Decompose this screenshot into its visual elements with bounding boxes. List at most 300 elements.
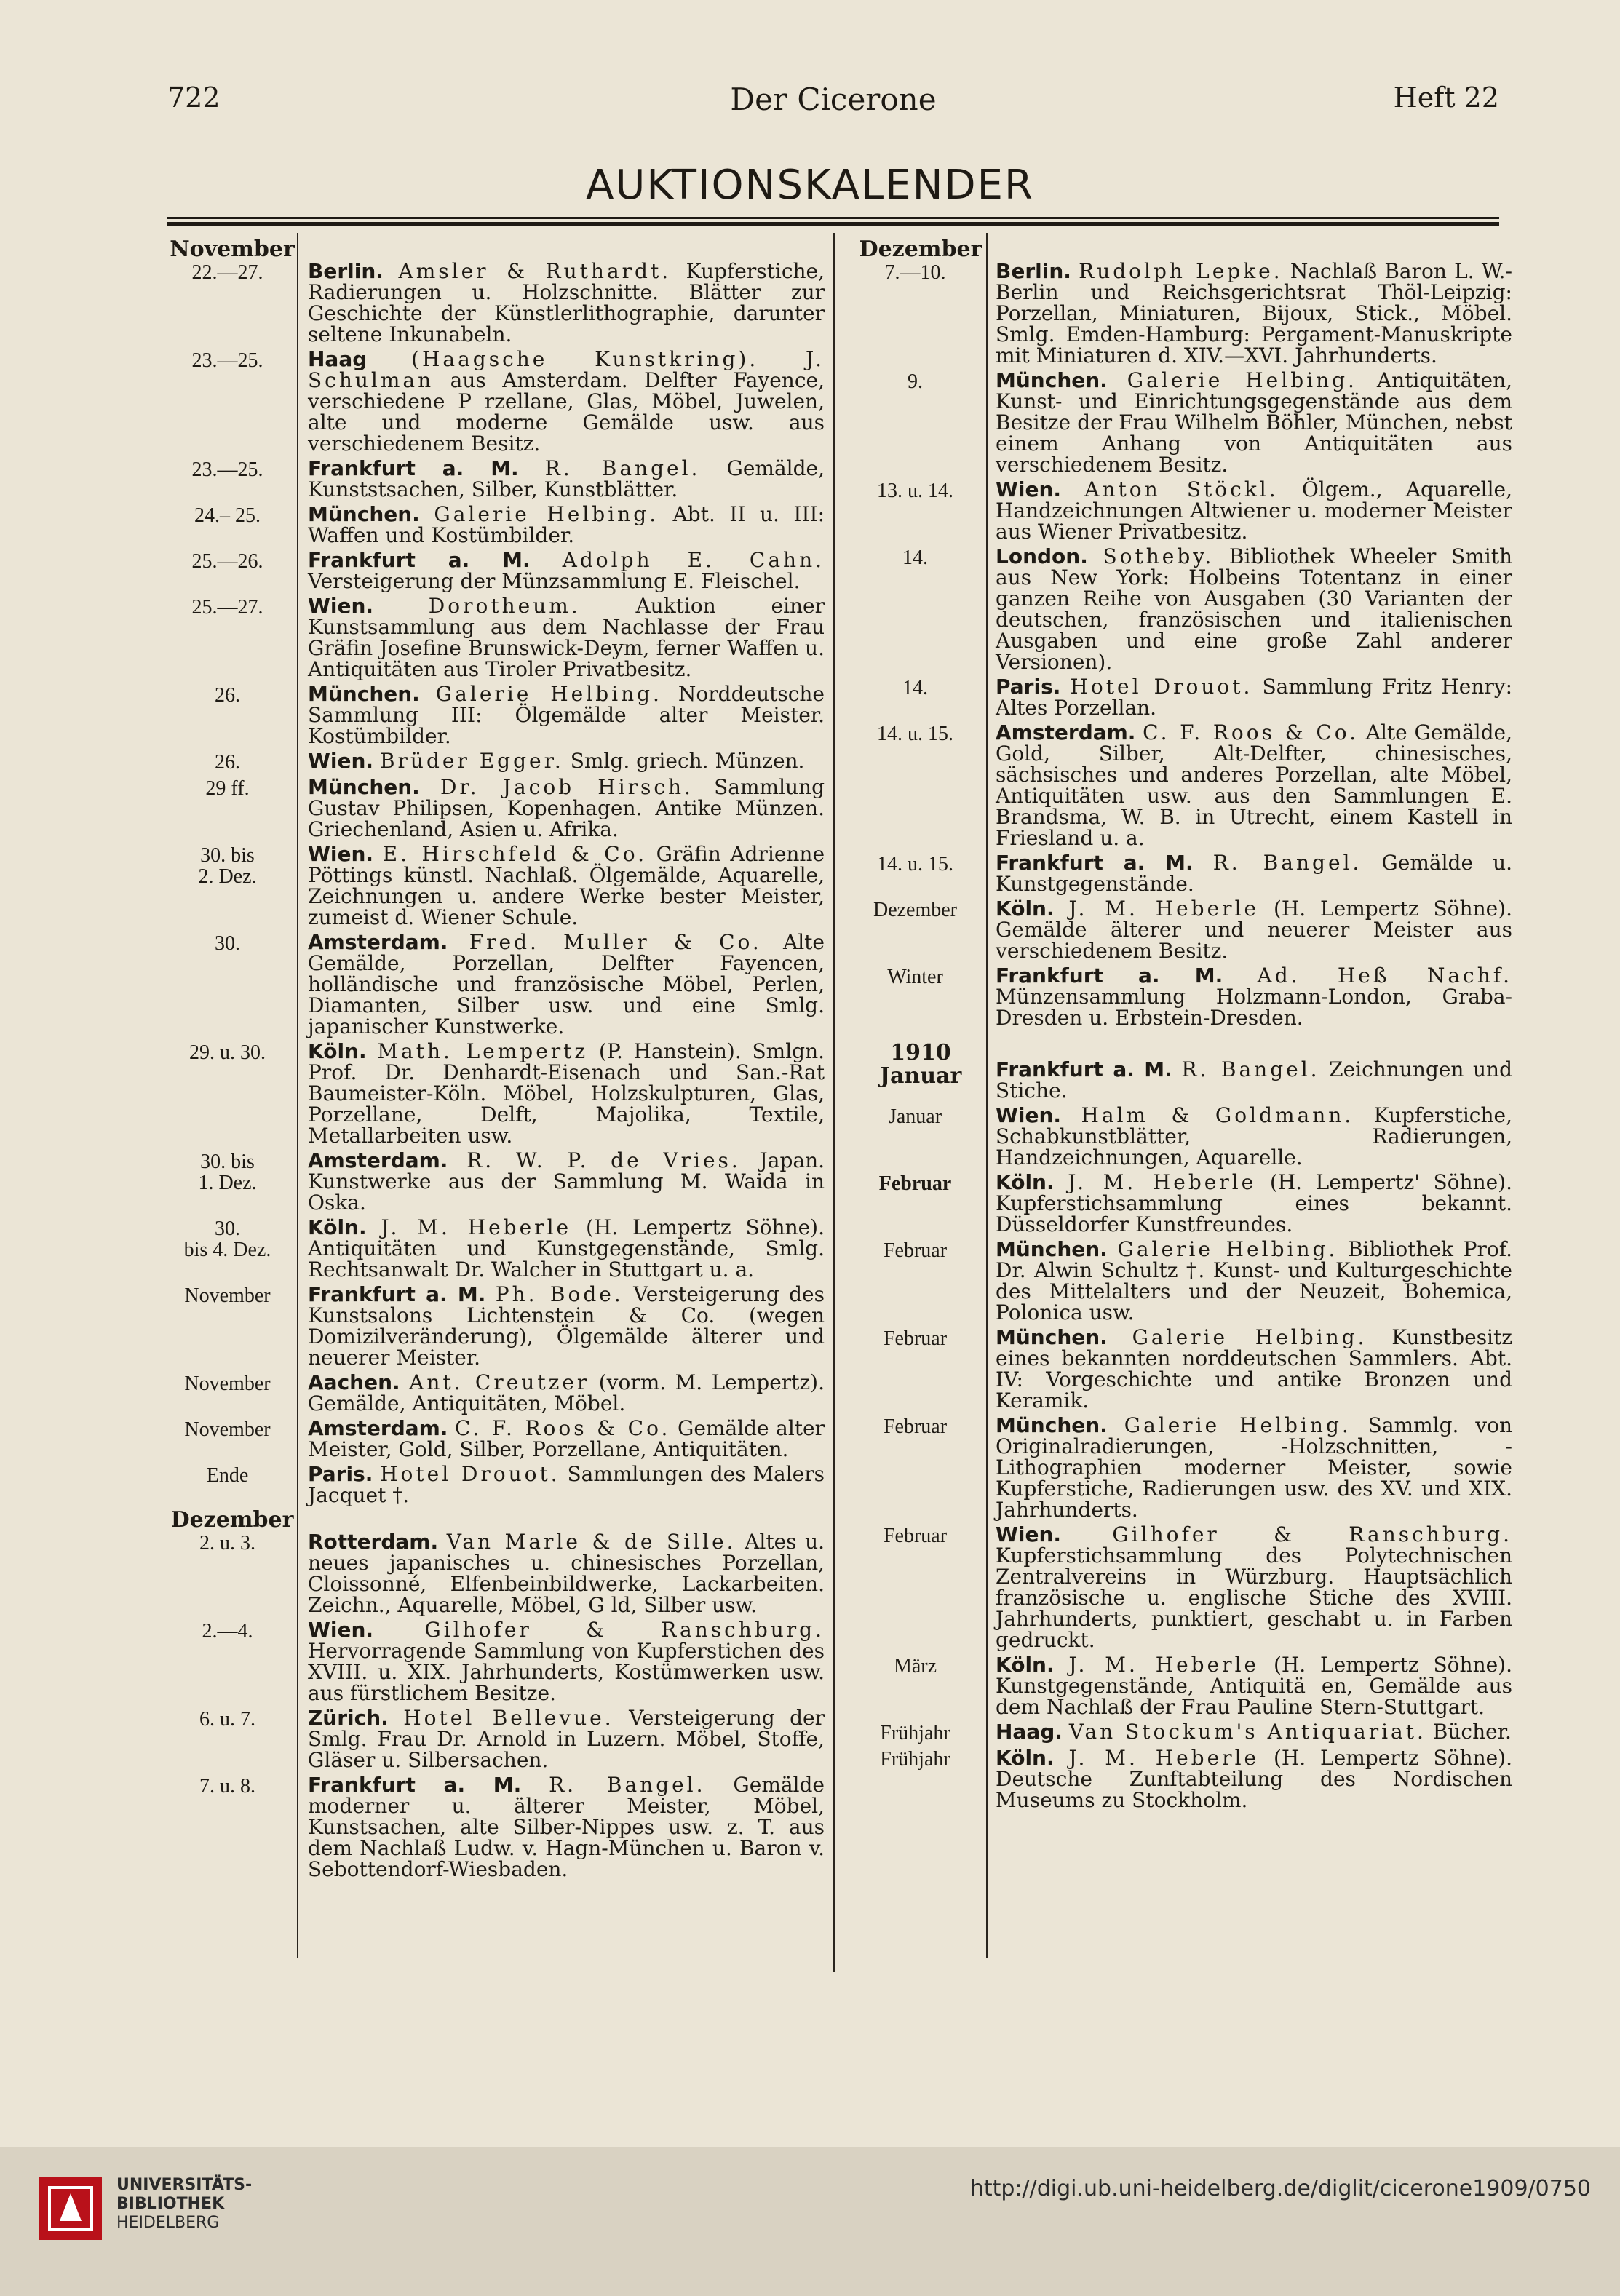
auction-lots: Altes u. neues japanisches u. chinesisches Porzellan, Cloissonné, Elfenbeinbildwerke, Lackarbeiten. Zeichn., Aquarelle, Möbel, G ld, Silber usw. xyxy=(308,1530,825,1617)
auction-lots: Smlg. griech. Münzen. xyxy=(570,749,805,773)
auction-house: Ad. Heß Nachf. xyxy=(1257,964,1513,988)
auction-date-line: 29. u. 30. xyxy=(189,1041,266,1064)
auction-date xyxy=(855,479,975,542)
auction-description xyxy=(287,843,825,928)
auction-date-line: 23.—25. xyxy=(191,349,263,372)
auction-house: Ph. Bode. xyxy=(495,1282,624,1306)
auction-city: Frankfurt a. M. xyxy=(996,964,1223,988)
auction-date xyxy=(855,898,975,961)
auction-entry xyxy=(167,349,830,454)
auction-description xyxy=(287,1707,825,1771)
auction-date-line: 23.—25. xyxy=(191,458,263,481)
auction-description xyxy=(287,1531,825,1616)
auction-entry xyxy=(167,776,830,840)
auction-house: J. M. Heberle xyxy=(1068,1746,1260,1770)
auction-lots: Gemälde, Kunststsachen, Silber, Kunstblätter. xyxy=(308,456,825,501)
auction-city: Köln. xyxy=(996,1746,1055,1770)
auction-city: Frankfurt a. M. xyxy=(308,456,519,480)
auction-city: Wien. xyxy=(996,477,1062,501)
auction-city: Amsterdam. xyxy=(308,1148,448,1172)
auction-date-line: 7.—10. xyxy=(884,261,946,284)
auction-description xyxy=(975,1415,1512,1520)
auction-lots: Hervorragende Sammlung von Kupferstichen des XVIII. u. XIX. Jahrhunderts, Kostümwerken usw. aus fürstlichem Besitze. xyxy=(308,1639,825,1705)
auction-date-line: November xyxy=(184,1284,271,1307)
auction-city: Berlin. xyxy=(996,259,1071,283)
year-month-label: Januar xyxy=(879,1063,962,1089)
auction-house: C. F. Roos & Co. xyxy=(455,1416,671,1440)
auction-date xyxy=(167,750,287,773)
auction-description xyxy=(975,1172,1512,1235)
issue-label: Heft 22 xyxy=(1393,82,1499,114)
auction-date xyxy=(167,843,287,928)
auction-lots: Gemälde u. Kunstgegenstände. xyxy=(996,851,1513,896)
auction-lots: Bibliothek Prof. Dr. Alwin Schultz †. Kunst- und Kulturgeschichte des Mittelalters und der Neuzeit, Bohemica, Polonica usw. xyxy=(996,1237,1513,1324)
auction-description xyxy=(975,1747,1512,1811)
auction-entry xyxy=(167,1463,830,1506)
auction-date xyxy=(167,504,287,546)
year-label: 1910 xyxy=(890,1040,951,1065)
auction-description xyxy=(975,479,1512,542)
auction-description xyxy=(975,965,1512,1028)
auction-house: Rudolph Lepke. xyxy=(1079,259,1283,283)
auction-lots: Bibliothek Wheeler Smith aus New York: Holbeins Totentanz in einer ganzen Reihe von Ausgaben (30 Varianten der deutschen, französischen und italienischen Ausgaben und eine große Zahl anderer Versionen). xyxy=(996,544,1513,674)
auction-date xyxy=(167,458,287,500)
section-title: AUKTIONSKALENDER xyxy=(586,162,1034,209)
auction-house: Galerie Helbing. xyxy=(435,682,662,706)
auction-description xyxy=(975,261,1512,366)
auction-house: Ant. Creutzer xyxy=(409,1370,590,1394)
auction-entry xyxy=(855,1059,1517,1101)
auction-city: Köln. xyxy=(996,1170,1055,1194)
auction-city: München. xyxy=(996,368,1108,392)
auction-house: J. M. Heberle xyxy=(1068,1170,1257,1194)
title-rule-thick xyxy=(167,222,1499,226)
auction-entry xyxy=(855,546,1517,672)
auction-description xyxy=(975,1239,1512,1323)
auction-house: Galerie Helbing. xyxy=(1132,1325,1367,1349)
auction-description xyxy=(975,546,1512,672)
auction-description xyxy=(287,776,825,840)
auction-house: Fred. Muller & Co. xyxy=(469,930,762,954)
auction-entry xyxy=(855,722,1517,849)
auction-date xyxy=(855,1747,975,1811)
auction-description xyxy=(975,1327,1512,1411)
auction-date xyxy=(167,931,287,1037)
auction-date xyxy=(855,370,975,475)
auction-city: Paris. xyxy=(996,675,1061,699)
auction-lots: Sammlung Fritz Henry: Altes Porzellan. xyxy=(996,675,1513,720)
auction-entry xyxy=(855,1415,1517,1520)
auction-lots: Gemälde alter Meister, Gold, Silber, Porzellane, Antiquitäten. xyxy=(308,1416,825,1461)
auction-entry xyxy=(855,1172,1517,1235)
auction-entry xyxy=(167,504,830,546)
auction-entry xyxy=(855,1327,1517,1411)
auction-date xyxy=(855,1172,975,1235)
auction-description xyxy=(287,683,825,747)
auction-entry xyxy=(855,479,1517,542)
auction-date-line: 30. xyxy=(215,1217,240,1240)
auction-date-line: Februar xyxy=(883,1239,948,1262)
auction-description xyxy=(975,722,1512,849)
auction-date-line: 6. u. 7. xyxy=(199,1708,255,1731)
auction-entry xyxy=(167,683,830,747)
auction-entry xyxy=(167,1707,830,1771)
auction-house: J. M. Heberle xyxy=(1068,897,1260,921)
auction-lots: Versteigerung der Münzsammlung E. Fleischel. xyxy=(308,569,801,593)
right-column xyxy=(855,233,1517,1958)
auction-entry xyxy=(167,458,830,500)
auction-description xyxy=(287,1150,825,1213)
auction-date xyxy=(855,722,975,849)
auction-date-line: März xyxy=(893,1655,937,1677)
auction-entry xyxy=(167,1531,830,1616)
auction-entry xyxy=(167,931,830,1037)
auction-city: Köln. xyxy=(996,897,1055,921)
auction-date-line: Dezember xyxy=(873,899,958,921)
auction-date xyxy=(855,1239,975,1323)
auction-lots: Ölgem., Aquarelle, Handzeichnungen Altwiener u. moderner Meister aus Wiener Privatbesitz. xyxy=(996,477,1512,544)
auction-date xyxy=(167,1463,287,1506)
auction-date xyxy=(167,1619,287,1704)
auction-house: C. F. Roos & Co. xyxy=(1143,720,1359,744)
month-heading: Dezember xyxy=(859,237,982,262)
auction-city: Köln. xyxy=(308,1039,367,1063)
auction-lots: Alte Gemälde, Porzellan, Delfter Fayencen, holländische und französische Möbel, Perlen, Diamanten, Silber usw. und eine Smlg. japanischer Kunstwerke. xyxy=(308,930,825,1038)
auction-date-line: 22.—27. xyxy=(191,261,263,284)
auction-city: Zürich. xyxy=(308,1706,389,1730)
auction-house: Brüder Egger. xyxy=(379,749,564,773)
auction-date-line: 2. Dez. xyxy=(198,865,257,888)
auction-description xyxy=(287,595,825,680)
auction-lots: Abt. II u. III: Waffen und Kostümbilder. xyxy=(308,502,825,547)
auction-entry xyxy=(167,1217,830,1280)
auction-house: Galerie Helbing. xyxy=(1117,1237,1338,1261)
auction-lots: Norddeutsche Sammlung III: Ölgemälde alter Meister. Kostümbilder. xyxy=(308,682,825,748)
auction-lots: Auktion einer Kunstsammlung aus dem Nachlasse der Frau Gräfin Josefine Brunswick-Deym, ferner Waffen u. Antiquitäten aus Tiroler Privatbesitz. xyxy=(308,594,825,681)
auction-lots: (H. Lempertz Söhne). Kunstgegenstände, Antiquitä en, Gemälde aus dem Nachlaß der Frau Pauline Stern-Stuttgart. xyxy=(996,1653,1512,1719)
auction-lots: Versteigerung der Smlg. Frau Dr. Arnold in Luzern. Möbel, Stoffe, Gläser u. Silbersachen. xyxy=(308,1706,825,1772)
auction-date-line: 26. xyxy=(215,751,240,774)
auction-date xyxy=(855,1105,975,1168)
month-heading: Dezember xyxy=(170,1507,294,1533)
auction-lots: Kupferstiche, Schabkunstblätter, Radierungen, Handzeichnungen, Aquarelle. xyxy=(996,1103,1512,1169)
auction-lots: Kunstbesitz eines bekannten norddeutschen Sammlers. Abt. IV: Vorgeschichte und antike Bronzen und Keramik. xyxy=(996,1325,1513,1413)
auction-date-line: 7. u. 8. xyxy=(199,1775,255,1798)
auction-city: London. xyxy=(996,544,1088,568)
auction-house: R. W. P. de Vries. xyxy=(466,1148,741,1172)
auction-lots: (vorm. M. Lempertz). Gemälde, Antiquitäten, Möbel. xyxy=(308,1370,825,1415)
auction-date xyxy=(167,595,287,680)
auction-date xyxy=(167,349,287,454)
auction-description xyxy=(975,1059,1512,1101)
auction-house: R. Bangel. xyxy=(544,456,701,480)
auction-date-line: 24.– 25. xyxy=(194,504,261,527)
auction-lots: Antiquitäten, Kunst- und Einrichtungsgegenstände aus dem Besitze der Frau Wilhelm Böhler, München, nebst einem Anhang von Antiquitäten aus verschiedenem Besitz. xyxy=(996,368,1512,477)
auction-house: Adolph E. Cahn. xyxy=(562,548,825,572)
auction-house: Halm & Goldmann. xyxy=(1081,1103,1354,1127)
auction-description xyxy=(975,370,1512,475)
column-divider xyxy=(833,233,835,1972)
auction-entry xyxy=(855,898,1517,961)
auction-description xyxy=(287,504,825,546)
page-number: 722 xyxy=(167,82,221,114)
auction-date-line: Februar xyxy=(878,1172,952,1195)
auction-city: München. xyxy=(996,1237,1108,1261)
auction-description xyxy=(287,349,825,454)
auction-city: Wien. xyxy=(996,1522,1062,1546)
auction-date-line: 25.—27. xyxy=(191,596,263,619)
auction-city: Frankfurt a. M. xyxy=(996,1057,1172,1081)
auction-city: Berlin. xyxy=(308,259,384,283)
auction-date xyxy=(167,1774,287,1880)
auction-date-line: Frühjahr xyxy=(880,1722,950,1744)
auction-entry xyxy=(855,370,1517,475)
auction-date xyxy=(855,1654,975,1717)
auction-lots: Japan. Kunstwerke aus der Sammlung M. Waida in Oska. xyxy=(308,1148,825,1215)
auction-entry xyxy=(855,1239,1517,1323)
auction-entry xyxy=(167,261,830,345)
auction-city: Aachen. xyxy=(308,1370,400,1394)
auction-date xyxy=(855,261,975,366)
logo-line: BIBLIOTHEK xyxy=(116,2195,225,2213)
auction-entry xyxy=(855,1747,1517,1811)
auction-house: R. Bangel. xyxy=(1181,1057,1320,1081)
auction-date xyxy=(855,965,975,1028)
auction-date xyxy=(855,676,975,718)
auction-entry xyxy=(167,549,830,592)
auction-date-line: Februar xyxy=(883,1327,948,1350)
auction-lots: aus Amsterdam. Delfter Fayence, verschiedene P rzellane, Glas, Möbel, Juwelen, alte und moderne Gemälde usw. aus verschiedenem Besitz. xyxy=(308,368,825,456)
logo-line: HEIDELBERG xyxy=(116,2214,220,2232)
auction-description xyxy=(287,458,825,500)
auction-house: Math. Lempertz xyxy=(377,1039,589,1063)
auction-house: R. Bangel. xyxy=(1212,851,1362,875)
auction-date xyxy=(855,1721,975,1744)
auction-lots: Sammlg. von Originalradierungen, -Holzschnitten, -Lithographien moderner Meister, sowie Kupferstiche, Radierungen usw. des XV. und XIX. Jahrhunderts. xyxy=(996,1413,1513,1522)
auction-date-line: 1. Dez. xyxy=(198,1172,257,1194)
logo-line: UNIVERSITÄTS- xyxy=(116,2176,253,2194)
source-url-link[interactable]: http://digi.ub.uni-heidelberg.de/diglit/cicerone1909/0750 xyxy=(969,2176,1591,2201)
auction-house: Van Stockum's Antiquariat. xyxy=(1068,1720,1426,1744)
auction-lots: Bücher. xyxy=(1432,1720,1512,1744)
auction-date-line: Frühjahr xyxy=(880,1748,950,1771)
auction-city: Haag. xyxy=(996,1720,1063,1744)
auction-date xyxy=(855,1524,975,1651)
auction-city: Wien. xyxy=(308,749,374,773)
auction-city: Wien. xyxy=(308,842,374,866)
auction-house: Dorotheum. xyxy=(428,594,581,618)
auction-house: (Haagsche Kunstkring). J. Schulman xyxy=(308,347,825,392)
auction-entry xyxy=(855,261,1517,366)
auction-entry xyxy=(855,1524,1517,1651)
auction-house: Hotel Drouot. xyxy=(1070,675,1253,699)
auction-description xyxy=(287,1041,825,1146)
auction-date xyxy=(855,1059,975,1101)
auction-lots: (H. Lempertz Söhne). Deutsche Zunftabteilung des Nordischen Museums zu Stockholm. xyxy=(996,1746,1512,1812)
auction-date-line: 9. xyxy=(908,370,923,393)
auction-date xyxy=(167,261,287,345)
auction-date xyxy=(167,1041,287,1146)
auction-description xyxy=(287,1284,825,1368)
auction-entry xyxy=(855,965,1517,1028)
auction-description xyxy=(287,1372,825,1414)
title-rule-thin xyxy=(167,217,1499,219)
auction-entry xyxy=(167,1284,830,1368)
auction-entry xyxy=(167,1619,830,1704)
auction-date-line: bis 4. Dez. xyxy=(183,1239,271,1261)
auction-entry xyxy=(167,595,830,680)
auction-description xyxy=(975,1524,1512,1651)
auction-date-line: 30. bis xyxy=(200,1151,255,1173)
auction-date-line: Februar xyxy=(883,1415,948,1438)
auction-house: Van Marle & de Sille. xyxy=(446,1530,736,1554)
auction-house: Dr. Jacob Hirsch. xyxy=(440,775,694,799)
auction-date xyxy=(167,1217,287,1280)
auction-date-line: 14. xyxy=(902,677,928,699)
auction-date xyxy=(855,1327,975,1411)
auction-lots: Kupferstichsammlung des Polytechnischen Zentralvereins in Würzburg. Hauptsächlich französische u. englische Stiche des XVIII. Jahrhunderts, punktiert, geschabt u. in Farben gedruckt. xyxy=(996,1544,1512,1652)
auction-date-line: 13. u. 14. xyxy=(877,480,953,502)
auction-lots: Versteigerung des Kunstsalons Lichtenstein & Co. (wegen Domizilveränderung), Ölgemälde älterer und neuerer Meister. xyxy=(308,1282,825,1370)
auction-date-line: Winter xyxy=(887,966,943,988)
auction-date xyxy=(167,1284,287,1368)
auction-lots: Nachlaß Baron L. W.-Berlin und Reichsgerichtsrat Thöl-Leipzig: Porzellan, Miniaturen, Bijoux, Stick., Möbel. Smlg. Emden-Hamburg: Pergament-Manuskripte mit Miniaturen d. XIV.—XVI. Jahrhunderts. xyxy=(996,259,1513,368)
auction-house: Galerie Helbing. xyxy=(1124,1413,1351,1437)
journal-title: Der Cicerone xyxy=(730,82,937,117)
auction-lots: Gemälde moderner u. älterer Meister, Möbel, Kunstsachen, alte Silber-Nippes usw. z. T. aus dem Nachlaß Ludw. v. Hagn-München u. Baron v. Sebottendorf-Wiesbaden. xyxy=(308,1773,825,1881)
auction-date-line: November xyxy=(184,1373,271,1395)
auction-entry xyxy=(167,1372,830,1414)
auction-description xyxy=(287,1418,825,1460)
auction-date-line: 14. u. 15. xyxy=(877,853,953,875)
auction-entry xyxy=(855,676,1517,718)
auction-date-line: 2. u. 3. xyxy=(199,1532,255,1554)
running-header xyxy=(167,82,1499,125)
auction-date-line: November xyxy=(184,1418,271,1441)
auction-entry xyxy=(167,1041,830,1146)
auction-entry xyxy=(855,1105,1517,1168)
auction-city: Wien. xyxy=(308,594,374,618)
auction-city: Haag xyxy=(308,347,368,371)
left-column xyxy=(167,233,830,1958)
library-logo-text xyxy=(116,2176,252,2233)
auction-date xyxy=(167,1418,287,1460)
auction-house: Hotel Drouot. xyxy=(380,1462,560,1486)
auction-date xyxy=(855,1415,975,1520)
auction-city: München. xyxy=(996,1325,1108,1349)
auction-date xyxy=(167,683,287,747)
auction-date-line: Ende xyxy=(206,1464,249,1487)
auction-entry xyxy=(855,1721,1517,1744)
auction-date xyxy=(167,776,287,840)
auction-entry xyxy=(167,1150,830,1213)
auction-house: Galerie Helbing. xyxy=(1127,368,1357,392)
auction-house: Amsler & Ruthardt. xyxy=(398,259,672,283)
auction-city: München. xyxy=(308,775,420,799)
auction-lots: Sammlung Gustav Philipsen, Kopenhagen. Antike Münzen. Griechenland, Asien u. Afrika. xyxy=(308,775,825,841)
auction-description xyxy=(287,1217,825,1280)
auction-date-line: 25.—26. xyxy=(191,550,263,573)
auction-house: Gilhofer & Ranschburg. xyxy=(424,1618,825,1642)
auction-city: Wien. xyxy=(996,1103,1062,1127)
auction-lots: Zeichnungen und Stiche. xyxy=(996,1057,1513,1103)
auction-house: E. Hirschfeld & Co. xyxy=(382,842,647,866)
auction-description xyxy=(287,750,825,773)
auction-city: Rotterdam. xyxy=(308,1530,439,1554)
auction-entry xyxy=(167,1418,830,1460)
auction-house: Galerie Helbing. xyxy=(434,502,659,526)
auction-entry xyxy=(855,1654,1517,1717)
auction-lots: (H. Lempertz Söhne). Gemälde älterer und neuerer Meister aus verschiedenem Besitz. xyxy=(996,897,1512,963)
auction-description xyxy=(287,1619,825,1704)
auction-city: Frankfurt a. M. xyxy=(308,548,531,572)
auction-description xyxy=(287,261,825,345)
auction-entry xyxy=(167,843,830,928)
auction-lots: Sammlungen des Malers Jacquet †. xyxy=(308,1462,825,1507)
auction-date-line: 30. xyxy=(215,932,240,955)
auction-house: Gilhofer & Ranschburg. xyxy=(1112,1522,1512,1546)
auction-house: R. Bangel. xyxy=(549,1773,706,1797)
auction-house: Sotheby. xyxy=(1103,544,1215,568)
auction-city: München. xyxy=(996,1413,1108,1437)
auction-date xyxy=(167,1372,287,1414)
auction-date-line: 30. bis xyxy=(200,844,255,867)
auction-date xyxy=(855,546,975,672)
month-heading: November xyxy=(170,237,295,262)
auction-lots: Münzensammlung Holzmann-London, Graba-Dresden u. Erbstein-Dresden. xyxy=(996,985,1512,1030)
auction-entry xyxy=(167,750,830,773)
auction-lots: (P. Hanstein). Smlgn. Prof. Dr. Denhardt-Eisenach und San.-Rat Baumeister-Köln. Möbel, Holzskulpturen, Glas, Porzellane, Delft, Majolika, Textile, Metallarbeiten usw. xyxy=(308,1039,825,1148)
auction-entry xyxy=(167,1774,830,1880)
auction-description xyxy=(975,1654,1512,1717)
auction-date-line: Februar xyxy=(883,1525,948,1547)
auction-entry xyxy=(855,852,1517,894)
auction-date xyxy=(855,852,975,894)
auction-date-line: 29 ff. xyxy=(205,777,250,800)
auction-description xyxy=(975,676,1512,718)
auction-city: Köln. xyxy=(996,1653,1055,1677)
auction-house: Hotel Bellevue. xyxy=(403,1706,614,1730)
auction-date-line: 14. u. 15. xyxy=(877,723,953,745)
auction-house: J. M. Heberle xyxy=(1068,1653,1260,1677)
auction-house: J. M. Heberle xyxy=(381,1215,572,1239)
auction-date-line: 2.—4. xyxy=(202,1620,253,1642)
auction-city: München. xyxy=(308,502,420,526)
auction-city: Amsterdam. xyxy=(996,720,1136,744)
auction-date xyxy=(167,1150,287,1213)
auction-lots: Alte Gemälde, Gold, Silber, Alt-Delfter, chinesisches, sächsisches und anderes Porzellan, alte Möbel, Antiquitäten usw. aus den Sammlungen E. Brandsma, W. B. in Utrecht, einem Kastell in Friesland u. a. xyxy=(996,720,1512,850)
auction-lots: (H. Lempertz' Söhne). Kupferstichsammlung eines bekannt. Düsseldorfer Kunstfreundes. xyxy=(996,1170,1513,1236)
auction-city: Frankfurt a. M. xyxy=(996,851,1194,875)
auction-description xyxy=(975,898,1512,961)
university-seal-icon xyxy=(38,2176,103,2241)
auction-description xyxy=(287,1463,825,1506)
auction-date xyxy=(167,1531,287,1616)
auction-date-line: 14. xyxy=(902,547,928,569)
auction-city: München. xyxy=(308,682,420,706)
auction-city: Köln. xyxy=(308,1215,367,1239)
auction-date-line: Januar xyxy=(888,1105,942,1128)
auction-city: Wien. xyxy=(308,1618,374,1642)
auction-date xyxy=(167,549,287,592)
auction-city: Amsterdam. xyxy=(308,930,448,954)
auction-date xyxy=(167,1707,287,1771)
auction-description xyxy=(287,931,825,1037)
auction-description xyxy=(975,1105,1512,1168)
auction-description xyxy=(287,549,825,592)
auction-description xyxy=(287,1774,825,1880)
auction-lots: Kupferstiche, Radierungen u. Holzschnitte. Blätter zur Geschichte der Künstlerlithographie, darunter seltene Inkunabeln. xyxy=(308,259,825,346)
